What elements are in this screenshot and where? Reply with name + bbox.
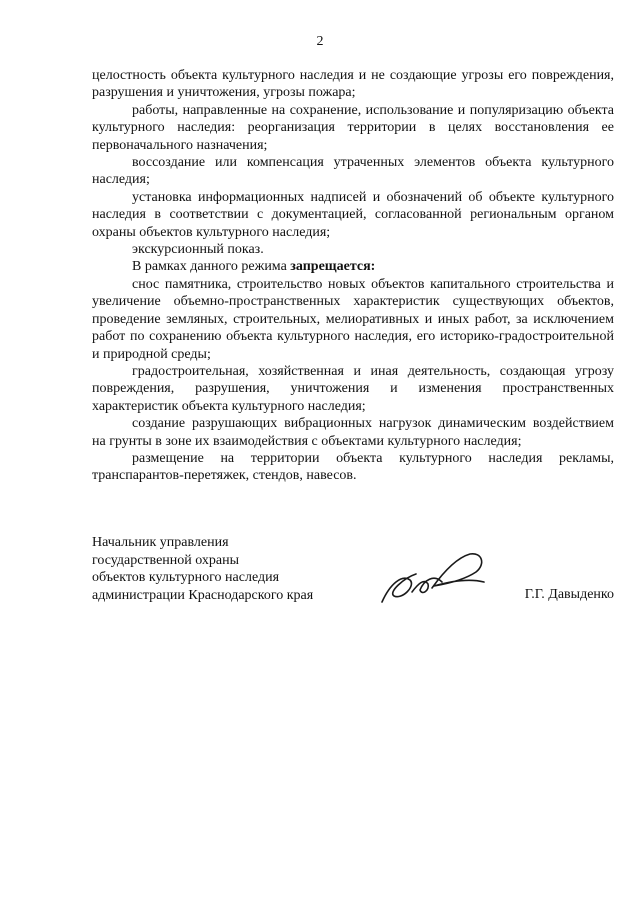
- signatory-title-line: Начальник управления: [92, 535, 229, 550]
- paragraph: экскурсионный показ.: [132, 242, 264, 258]
- signature-block: [92, 534, 614, 614]
- paragraph: целостность объекта культурного наследия и не создающие угрозы его повреждения, разрушения и уничтожения, угрозы пожара;: [92, 68, 614, 101]
- paragraph: размещение на территории объекта культурного наследия рекламы, транспарантов-перетяжек, стендов, навесов.: [92, 450, 614, 484]
- paragraph: установка информационных надписей и обозначений об объекте культурного наследия в соответствии с документацией, согласованной региональным органом охраны объектов культурного наследия;: [92, 189, 614, 240]
- paragraph: работы, направленные на сохранение, использование и популяризацию объекта культурного наследия: реорганизация территории в целях восстановления ее первоначального назначения;: [92, 102, 614, 153]
- handwritten-signature: [372, 544, 492, 612]
- signatory-title-line: администрации Краснодарского края: [92, 587, 314, 603]
- signatory-title-line: объектов культурного наследия: [92, 570, 280, 586]
- document-body: [92, 67, 614, 485]
- paragraph: снос памятника, строительство новых объектов капитального строительства и увеличение объемно-пространственных характеристик существующих объектов, проведение земляных, строительных, мелиоративных и иных работ, за исключением работ по сохранению объекта культурного наследия, его историко-градостроительной и природной среды;: [92, 276, 614, 362]
- page-number: 2: [316, 34, 324, 49]
- signatory-title: [92, 534, 372, 604]
- paragraph-lead-text: В рамках данного режима: [132, 259, 291, 275]
- paragraph: воссоздание или компенсация утраченных элементов объекта культурного наследия;: [92, 155, 614, 188]
- signatory-name: Г.Г. Давыденко: [524, 587, 614, 602]
- paragraph: градостроительная, хозяйственная и иная деятельность, создающая угрозу повреждения, разрушения, уничтожения и изменения пространственных характеристик объекта культурного наследия;: [92, 363, 614, 414]
- prohibited-keyword: запрещается:: [290, 259, 376, 275]
- paragraph-prohibited-intro: [92, 258, 614, 275]
- signatory-title-line: государственной охраны: [92, 552, 240, 568]
- paragraph: создание разрушающих вибрационных нагрузок динамическим воздействием на грунты в зоне их взаимодействия с объектами культурного наследия;: [92, 416, 614, 449]
